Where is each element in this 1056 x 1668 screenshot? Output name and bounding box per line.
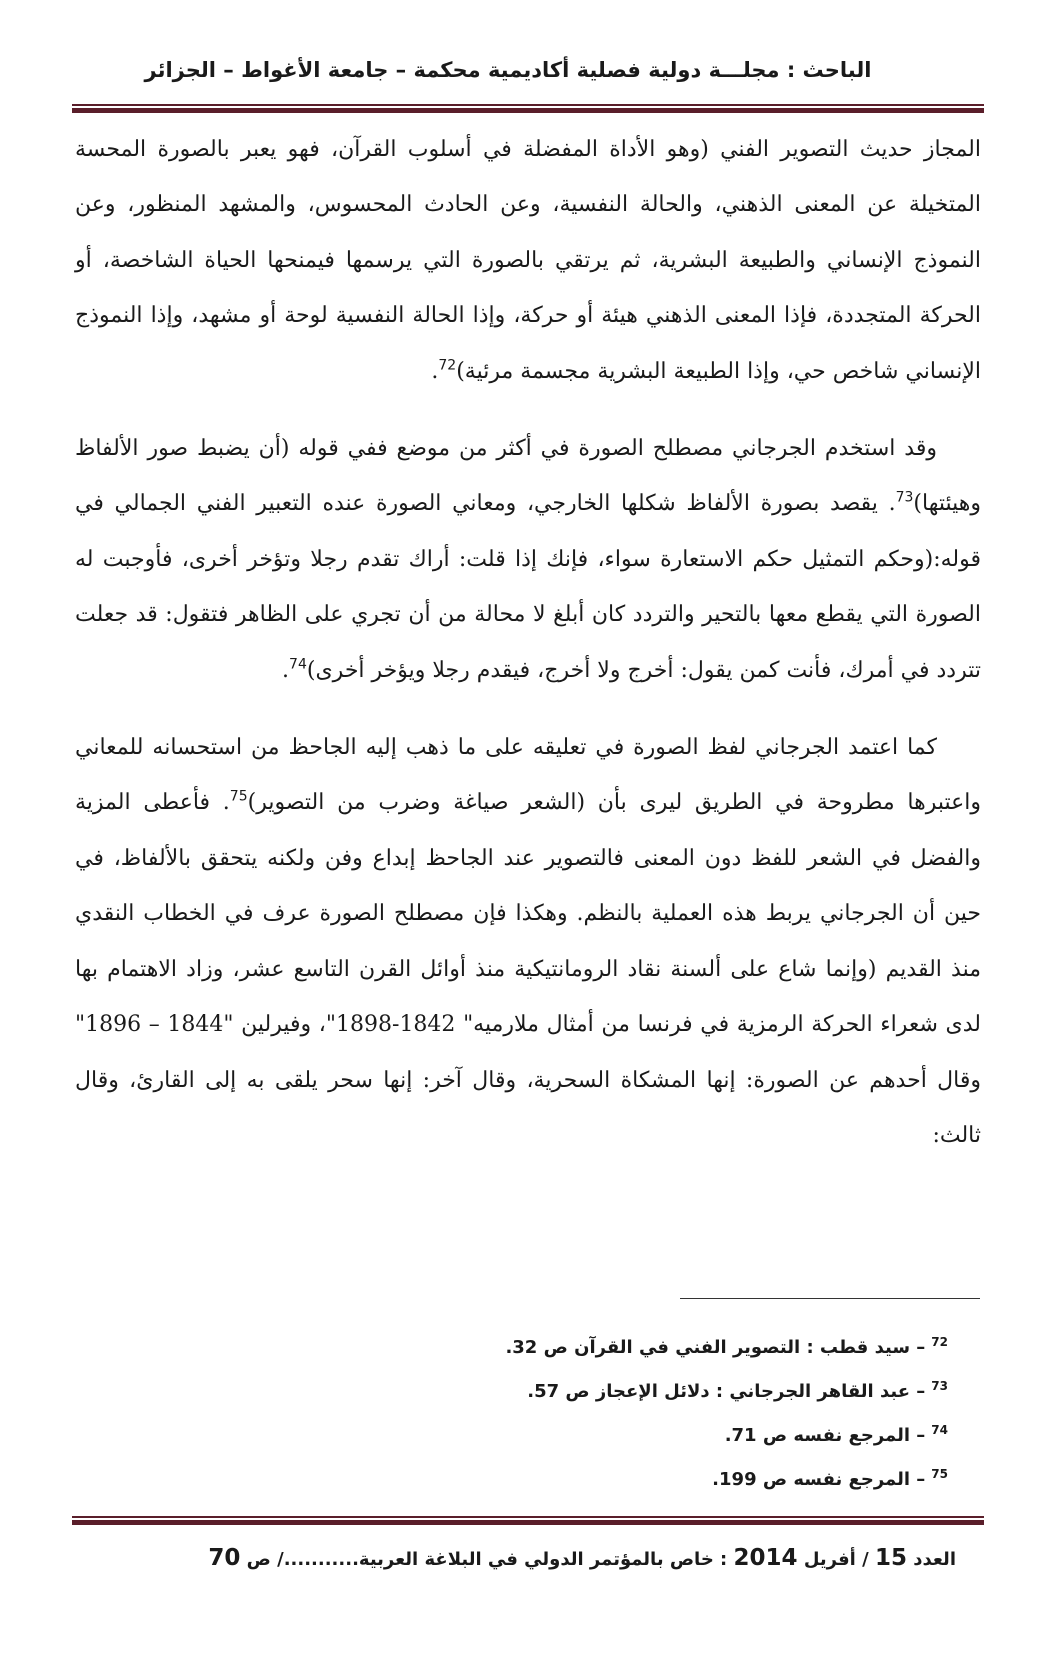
footnote-ref-74[interactable]: 74	[289, 656, 307, 673]
header-divider	[72, 104, 984, 113]
footnote-number: 74	[931, 1423, 948, 1437]
page-header	[70, 50, 946, 90]
footnotes-list	[300, 1326, 948, 1502]
footnote-ref-75[interactable]: 75	[229, 789, 248, 806]
footnote-ref-72[interactable]: 72	[438, 357, 457, 374]
footnote-item	[300, 1370, 948, 1414]
journal-title: الباحث : مجلـــة دولية فصلية أكاديمية محكمة – جامعة الأغواط – الجزائر	[144, 58, 872, 82]
article-body	[75, 122, 981, 1163]
footnote-text: – المرجع نفسه ص 199.	[712, 1469, 926, 1490]
footnote-item	[300, 1458, 948, 1502]
paragraph-3: كما اعتمد الجرجاني لفظ الصورة في تعليقه على ما ذهب إليه الجاحظ من استحسانه للمعاني واعتبرها مطروحة في الطريق ليرى بأن (الشعر صياغة وضرب من التصوير)$^{75}$. فأعطى المزية والفضل في الشعر للفظ دون المعنى فالتصوير عند الجاحظ إبداع وفن ولكنه يتحقق بالألفاظ، في حين أن الجرجاني يربط هذه العملية بالنظم. وهكذا فإن مصطلح الصورة عرف في الخطاب النقدي منذ القديم (وإنما شاع على ألسنة نقاد الرومانتيكية منذ أوائل القرن التاسع عشر، وزاد الاهتمام بها لدى شعراء الحركة الرمزية في فرنسا من أمثال ملارميه" 1842-1898"، وفيرلين "1844 – 1896" وقال أحدهم عن الصورة: إنها المشكاة السحرية، وقال آخر: إنها سحر يلقى به إلى القارئ، وقال ثالث:	[75, 735, 981, 1148]
footnote-separator	[680, 1298, 980, 1299]
footnote-item	[300, 1326, 948, 1370]
issue-number: 15	[874, 1545, 907, 1571]
issue-label: العدد	[913, 1549, 956, 1570]
paragraph-2: وقد استخدم الجرجاني مصطلح الصورة في أكثر من موضع ففي قوله (أن يضبط صور الألفاظ وهيئتها)$^{73}$. يقصد بصورة الألفاظ شكلها الخارجي، ومعاني الصورة عنده التعبير الفني الجمالي في قوله:(وحكم التمثيل حكم الاستعارة سواء، فإنك إذا قلت: أراك تقدم رجلا وتؤخر أخرى، فأوجبت له الصورة التي يقطع معها بالتحير والتردد كان أبلغ لا محالة من أن تجري على الظاهر فتقول: قد جعلت تتردد في أمرك، فأنت كمن يقول: أخرج ولا أخرج، فيقدم رجلا ويؤخر أخرى)$^{74}$.	[75, 436, 981, 683]
footnote-number: 73	[931, 1379, 948, 1393]
issue-month: أفريل	[803, 1549, 856, 1570]
footer-note: : خاص بالمؤتمر الدولي في البلاغة العربية.........../ ص	[246, 1549, 728, 1570]
footnote-item	[300, 1414, 948, 1458]
footnote-number: 75	[931, 1467, 948, 1481]
issue-year: 2014	[733, 1545, 798, 1571]
footnote-text: – عبد القاهر الجرجاني : دلائل الإعجاز ص 57.	[527, 1381, 926, 1402]
footnote-text: – سيد قطب : التصوير الفني في القرآن ص 32.	[505, 1337, 926, 1358]
footnote-number: 72	[931, 1335, 948, 1349]
page-number: 70	[208, 1545, 241, 1571]
footer-slash: /	[862, 1549, 869, 1570]
page-footer	[90, 1538, 956, 1580]
footnote-ref-73[interactable]: 73	[895, 490, 914, 507]
paragraph-1: المجاز حديث التصوير الفني (وهو الأداة المفضلة في أسلوب القرآن، فهو يعبر بالصورة المحسة المتخيلة عن المعنى الذهني، والحالة النفسية، وعن الحادث المحسوس، والمشهد المنظور، وعن النموذج الإنساني والطبيعة البشرية، ثم يرتقي بالصورة التي يرسمها فيمنحها الحياة الشاخصة، أو الحركة المتجددة، فإذا المعنى الذهني هيئة أو حركة، وإذا الحالة النفسية لوحة أو مشهد، وإذا النموذج الإنساني شاخص حي، وإذا الطبيعة البشرية مجسمة مرئية)$^{72}$.	[75, 137, 981, 384]
footer-divider	[72, 1516, 984, 1525]
footnote-text: – المرجع نفسه ص 71.	[724, 1425, 926, 1446]
